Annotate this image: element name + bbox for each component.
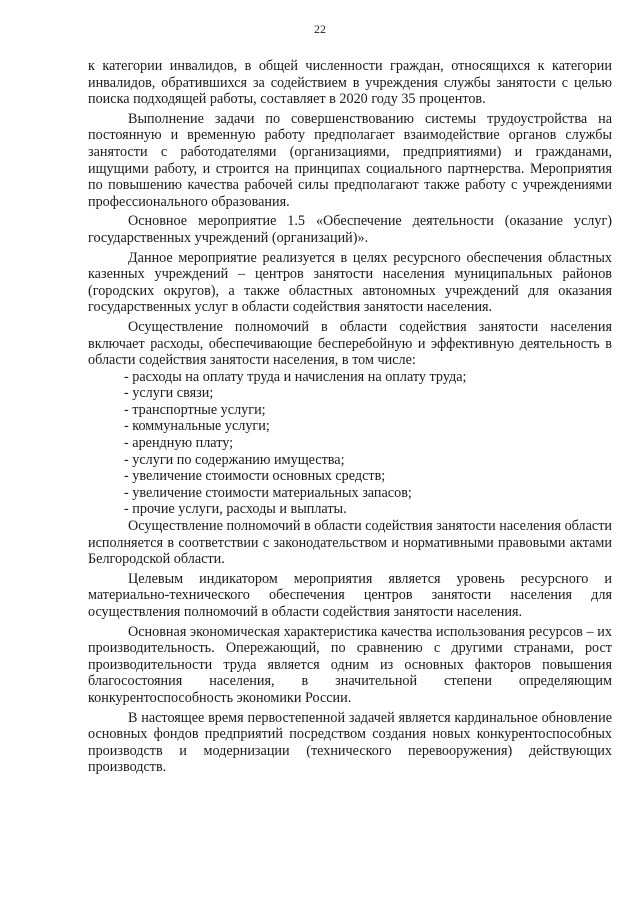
document-body (88, 58, 612, 776)
paragraph: Основная экономическая характеристика качества использования ресурсов – их производительность. Опережающий, по сравнению с другими странами, рост производительности труда является одним из основных факторов повышения благосостояния населения, в значительной степени определяющим конкурентоспособность экономики России. (88, 623, 612, 706)
page-number: 22 (314, 22, 326, 36)
list-item: - услуги по содержанию имущества; (124, 451, 345, 468)
list-item: - расходы на оплату труда и начисления на оплату труда; (124, 368, 467, 385)
paragraph: Основное мероприятие 1.5 «Обеспечение деятельности (оказание услуг) государственных учреждений (организаций)». (88, 213, 612, 246)
list-item: - увеличение стоимости материальных запасов; (124, 484, 412, 501)
paragraph: к категории инвалидов, в общей численности граждан, относящихся к категории инвалидов, обратившихся за содействием в учреждения службы занятости с целью поиска подходящей работы, составляет в 2020 году 35 процентов. (88, 58, 612, 108)
paragraph: Выполнение задачи по совершенствованию системы трудоустройства на постоянную и временную работу предполагает взаимодействие органов службы занятости с работодателями (организациями, предприятиями) и гражданами, ищущими работу, и строится на принципах социального партнерства. Мероприятия по повышению качества рабочей силы предполагают также работу с учреждениями профессионального образования. (88, 110, 612, 210)
paragraph: Осуществление полномочий в области содействия занятости населения области исполняется в соответствии с законодательством и нормативными правовыми актами Белгородской области. (88, 518, 613, 568)
paragraph: В настоящее время первостепенной задачей является кардинальное обновление основных фондов предприятий посредством создания новых конкурентоспособных производств и модернизации (технического перевооружения) действующих производств. (88, 709, 612, 776)
list-item: - прочие услуги, расходы и выплаты. (124, 501, 347, 518)
list-item: - увеличение стоимости основных средств; (124, 468, 386, 485)
paragraph: Данное мероприятие реализуется в целях ресурсного обеспечения областных казенных учреждений – центров занятости населения муниципальных районов (городских округов), а также областных автономных учреждений для оказания государственных услуг в области содействия занятости населения. (88, 249, 612, 316)
list-item: - услуги связи; (124, 385, 214, 402)
paragraph: Осуществление полномочий в области содействия занятости населения включает расходы, обеспечивающие бесперебойную и эффективную деятельность в области содействия занятости населения, в том числе: (88, 318, 612, 369)
list-item: - транспортные услуги; (124, 401, 266, 418)
list-item: - арендную плату; (124, 435, 234, 452)
paragraph: Целевым индикатором мероприятия является уровень ресурсного и материально-технического обеспечения центров занятости населения для осуществления полномочий в области содействия занятости населения. (88, 570, 612, 620)
expense-list (88, 369, 612, 518)
list-item: - коммунальные услуги; (124, 418, 270, 435)
